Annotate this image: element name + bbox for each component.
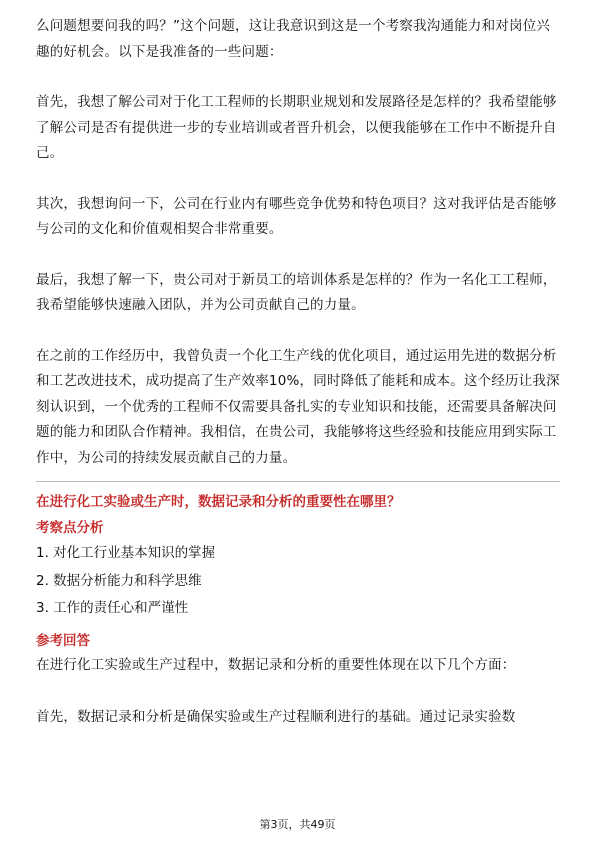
paragraph-first-question: 首先，我想了解公司对于化工工程师的长期职业规划和发展路径是怎样的？我希望能够了解公司是否有提供进一步的专业培训或者晋升机会，以便我能够在工作中不断提升自己。 [36, 94, 557, 161]
paragraph-questions-intro: 么问题想要问我的吗？”这个问题，这让我意识到这是一个考察我沟通能力和对岗位兴趣的好机会。以下是我准备的一些问题： [36, 18, 551, 60]
point-item: 3. 工作的责任心和严谨性 [36, 600, 189, 616]
paragraph-third-question: 最后，我想了解一下，贵公司对于新员工的培训体系是怎样的？作为一名化工工程师，我希望能够快速融入团队，并为公司贡献自己的力量。 [36, 271, 557, 313]
question-title: 在进行化工实验或生产时，数据记录和分析的重要性在哪里？ [36, 494, 401, 510]
answer-intro: 在进行化工实验或生产过程中，数据记录和分析的重要性体现在以下几个方面： [36, 656, 516, 673]
answer-label: 参考回答 [36, 632, 90, 649]
answer-first-paragraph: 首先，数据记录和分析是确保实验或生产过程顺利进行的基础。通过记录实验数 [36, 709, 516, 725]
point-item: 2. 数据分析能力和科学思维 [36, 572, 202, 589]
points-label: 考察点分析 [36, 520, 104, 536]
paragraph-gap [36, 167, 560, 192]
section-divider [36, 481, 560, 482]
paragraph-second-question: 其次，我想询问一下，公司在行业内有哪些竞争优势和特色项目？这对我评估是否能够与公司的文化和价值观相契合非常重要。 [36, 195, 557, 237]
paragraph-gap [36, 65, 560, 90]
paragraph-gap [36, 678, 560, 705]
paragraph-gap [36, 319, 560, 344]
page-number: 第3页，共49页 [259, 818, 336, 831]
document-page [36, 14, 560, 731]
paragraph-gap [36, 243, 560, 268]
point-item: 1. 对化工行业基本知识的掌握 [36, 545, 216, 561]
paragraph-experience: 在之前的工作经历中，我曾负责一个化工生产线的优化项目，通过运用先进的数据分析和工艺改进技术，成功提高了生产效率10%，同时降低了能耗和成本。这个经历让我深刻认识到，一个优秀的工程师不仅需要具备扎实的专业知识和技能，还需要具备解决问题的能力和团队合作精神。我相信，在贵公司，我能够将这些经验和技能应用到实际工作中，为公司的持续发展贡献自己的力量。 [36, 347, 560, 466]
